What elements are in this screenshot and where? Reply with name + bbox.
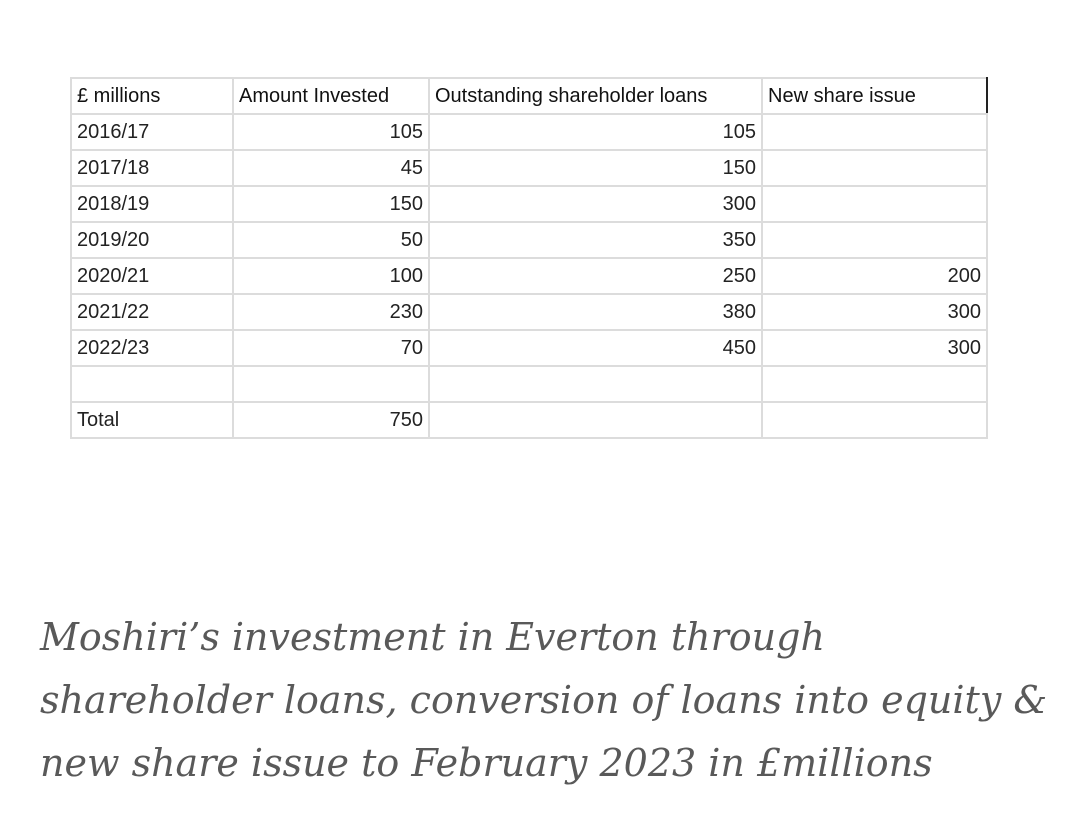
loans-cell: 250 (429, 258, 762, 294)
year-cell: 2021/22 (71, 294, 233, 330)
loans-cell: 300 (429, 186, 762, 222)
year-cell: 2017/18 (71, 150, 233, 186)
header-cell-amount-invested: Amount Invested (233, 78, 429, 114)
shares-cell (762, 186, 987, 222)
table-caption: Moshiri’s investment in Everton through shareholder loans, conversion of loans into equity & new share issue to February 2023 in £millions (40, 615, 1048, 785)
amount-cell: 150 (233, 186, 429, 222)
total-label-cell: Total (71, 402, 233, 438)
amount-cell: 45 (233, 150, 429, 186)
amount-cell: 50 (233, 222, 429, 258)
amount-cell: 105 (233, 114, 429, 150)
total-shares-cell (762, 402, 987, 438)
year-cell: 2018/19 (71, 186, 233, 222)
shares-cell (762, 222, 987, 258)
table-row (71, 258, 987, 294)
total-amount-cell: 750 (233, 402, 429, 438)
shares-cell: 300 (762, 294, 987, 330)
header-cell-new-share-issue: New share issue (762, 78, 987, 114)
investment-table (70, 77, 988, 439)
shares-cell (762, 114, 987, 150)
loans-cell: 105 (429, 114, 762, 150)
amount-cell: 230 (233, 294, 429, 330)
table-row (71, 186, 987, 222)
loans-cell: 350 (429, 222, 762, 258)
shares-cell: 300 (762, 330, 987, 366)
total-loans-cell (429, 402, 762, 438)
year-cell: 2020/21 (71, 258, 233, 294)
amount-cell (233, 366, 429, 402)
table-header-row (71, 78, 987, 114)
table-row (71, 222, 987, 258)
table-row (71, 330, 987, 366)
header-cell-outstanding-loans: Outstanding shareholder loans (429, 78, 762, 114)
table-row (71, 114, 987, 150)
table-row-empty (71, 366, 987, 402)
year-cell: 2022/23 (71, 330, 233, 366)
table-total-row (71, 402, 987, 438)
year-cell (71, 366, 233, 402)
table-row (71, 150, 987, 186)
loans-cell: 450 (429, 330, 762, 366)
loans-cell: 150 (429, 150, 762, 186)
year-cell: 2019/20 (71, 222, 233, 258)
shares-cell (762, 150, 987, 186)
amount-cell: 70 (233, 330, 429, 366)
loans-cell (429, 366, 762, 402)
loans-cell: 380 (429, 294, 762, 330)
shares-cell: 200 (762, 258, 987, 294)
year-cell: 2016/17 (71, 114, 233, 150)
table-row (71, 294, 987, 330)
header-cell-millions: £ millions (71, 78, 233, 114)
shares-cell (762, 366, 987, 402)
amount-cell: 100 (233, 258, 429, 294)
